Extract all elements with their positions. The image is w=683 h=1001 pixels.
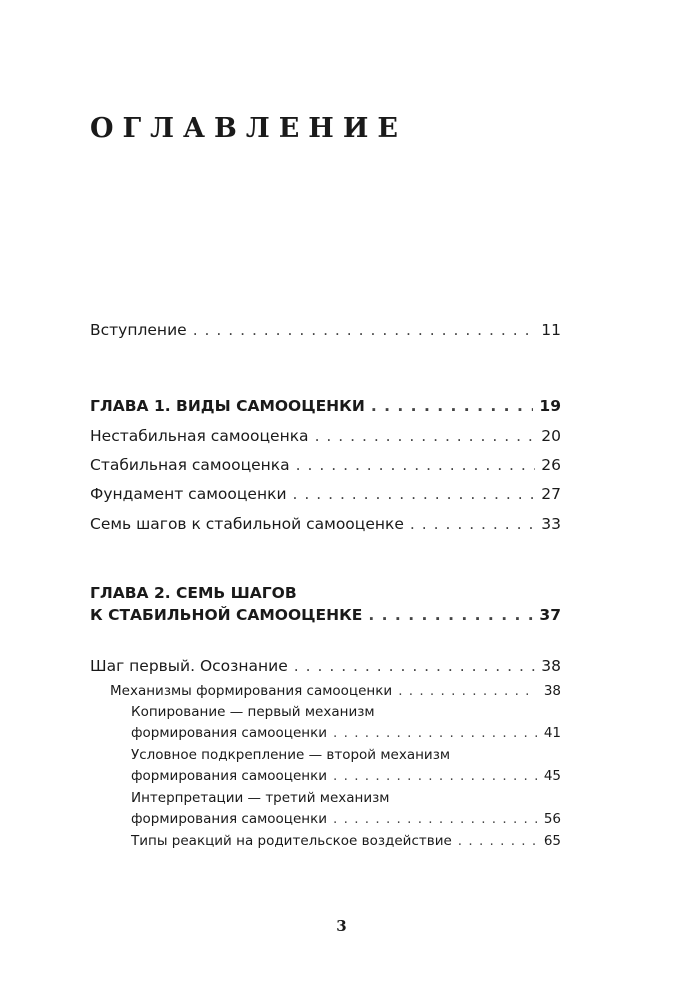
- toc-entry-label: Нестабильная самооценка: [90, 427, 309, 445]
- toc-chapter-2[interactable]: [90, 606, 561, 624]
- toc-entry-label: Семь шагов к стабильной самооценке: [90, 515, 404, 533]
- dot-leader: [398, 683, 537, 699]
- toc-entry-label: Механизмы формирования самооценки: [110, 683, 393, 699]
- toc-entry-page: 56: [543, 811, 561, 827]
- toc-entry-step1[interactable]: [90, 657, 561, 675]
- toc-entry-label: формирования самооценки: [131, 811, 328, 827]
- toc-entry-seven-steps[interactable]: [90, 515, 561, 533]
- toc-chapter-2-line1[interactable]: ГЛАВА 2. СЕМЬ ШАГОВ: [90, 584, 297, 602]
- toc-entry-page: 41: [543, 725, 561, 741]
- page-number: 3: [336, 917, 347, 935]
- toc-entry-label: формирования самооценки: [131, 768, 328, 784]
- toc-entry-page: 45: [543, 768, 561, 784]
- toc-entry-label: формирования самооценки: [131, 725, 328, 741]
- dot-leader: [333, 725, 537, 741]
- page-title: ОГЛАВЛЕНИЕ: [90, 113, 407, 144]
- dot-leader: [293, 485, 536, 503]
- dot-leader: [294, 657, 535, 675]
- toc-entry-page: 33: [541, 515, 561, 533]
- dot-leader: [458, 833, 537, 849]
- toc-entry-page: 20: [541, 427, 561, 445]
- toc-entry-page: 38: [541, 657, 561, 675]
- toc-entry-stable[interactable]: [90, 456, 561, 474]
- toc-chapter-label: К СТАБИЛЬНОЙ САМООЦЕНКЕ: [90, 606, 363, 624]
- toc-entry-intro[interactable]: [90, 321, 561, 339]
- dot-leader: [315, 427, 536, 445]
- toc-entry-interpretations-line1[interactable]: Интерпретации — третий механизм: [131, 790, 390, 806]
- dot-leader: [410, 515, 535, 533]
- toc-entry-page: 27: [541, 485, 561, 503]
- toc-entry-copying[interactable]: [131, 725, 561, 741]
- toc-entry-reactions[interactable]: [131, 833, 561, 849]
- toc-chapter-page: 37: [539, 606, 561, 624]
- toc-chapter-label: ГЛАВА 1. ВИДЫ САМООЦЕНКИ: [90, 397, 365, 415]
- toc-entry-page: 65: [543, 833, 561, 849]
- toc-entry-label: Шаг первый. Осознание: [90, 657, 288, 675]
- dot-leader: [333, 811, 537, 827]
- dot-leader: [368, 606, 533, 624]
- toc-entry-conditioning[interactable]: [131, 768, 561, 784]
- toc-entry-unstable[interactable]: [90, 427, 561, 445]
- toc-entry-foundation[interactable]: [90, 485, 561, 503]
- toc-entry-label: Фундамент самооценки: [90, 485, 287, 503]
- toc-entry-interpretations[interactable]: [131, 811, 561, 827]
- toc-entry-label: Вступление: [90, 321, 187, 339]
- dot-leader: [193, 321, 536, 339]
- toc-entry-page: 38: [543, 683, 561, 699]
- toc-entry-label: Типы реакций на родительское воздействие: [131, 833, 452, 849]
- toc-entry-mechanisms[interactable]: [110, 683, 561, 699]
- toc-entry-page: 11: [541, 321, 561, 339]
- toc-entry-copying-line1[interactable]: Копирование — первый механизм: [131, 704, 375, 720]
- dot-leader: [371, 397, 534, 415]
- toc-chapter-page: 19: [539, 397, 561, 415]
- dot-leader: [333, 768, 537, 784]
- toc-chapter-1[interactable]: [90, 397, 561, 415]
- toc-entry-page: 26: [541, 456, 561, 474]
- toc-entry-label: Стабильная самооценка: [90, 456, 290, 474]
- dot-leader: [296, 456, 536, 474]
- toc-entry-conditioning-line1[interactable]: Условное подкрепление — второй механизм: [131, 747, 451, 763]
